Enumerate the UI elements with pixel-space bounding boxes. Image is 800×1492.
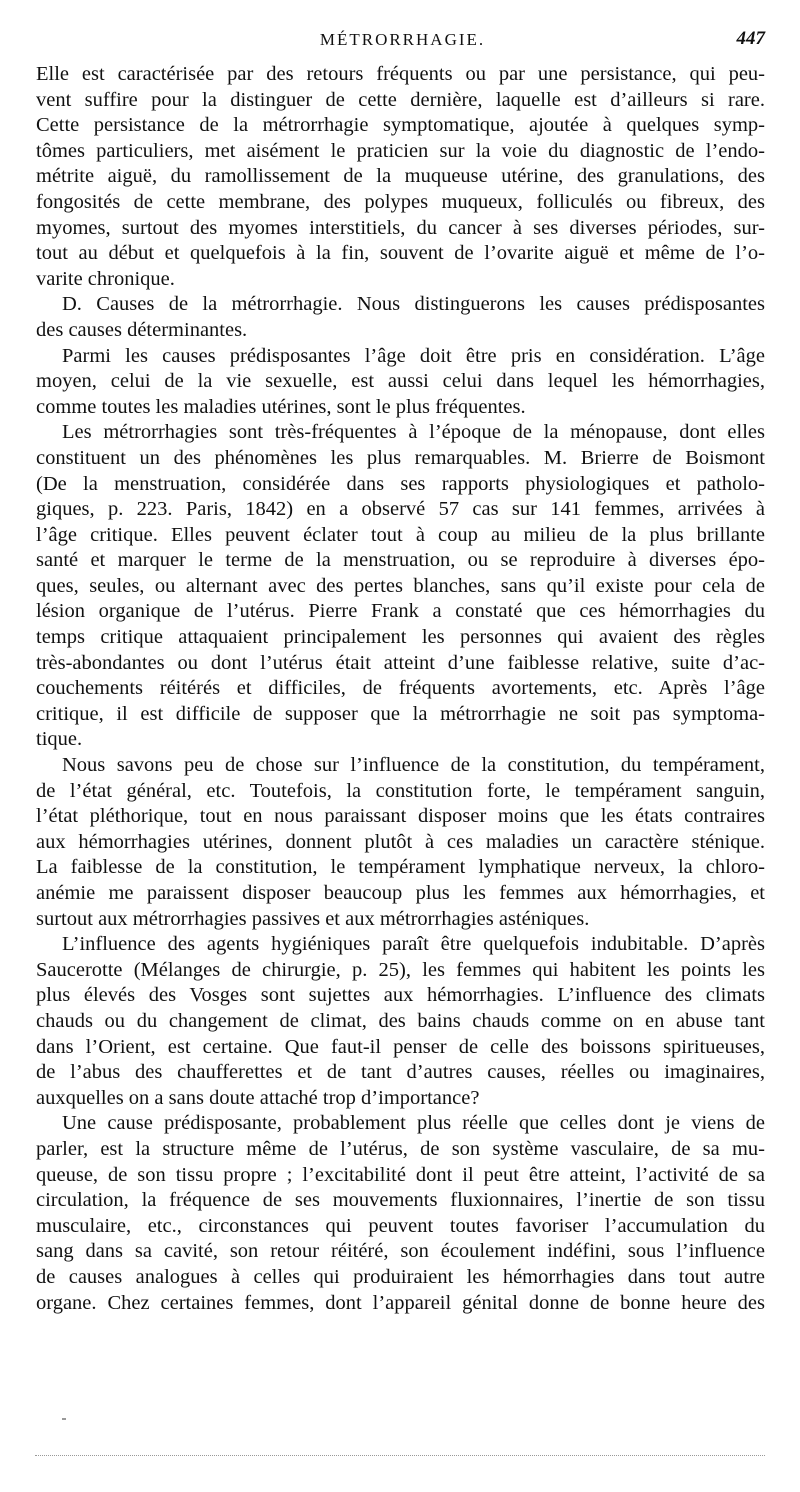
text-line: lésion organique de l’utérus. Pierre Frank a constaté que ces hémorrhagies du xyxy=(36,600,765,623)
text-line: santé et marquer le terme de la menstruation, ou se reproduire à diverses épo- xyxy=(36,549,765,572)
text-line: vent suffire pour la distinguer de cette dernière, laquelle est d’ailleurs si rare. xyxy=(36,88,765,111)
paragraph xyxy=(36,292,765,343)
text-line: D. Causes de la métrorrhagie. Nous distinguerons les causes prédisposantes xyxy=(62,293,765,316)
paragraph xyxy=(36,62,765,292)
text-line: tique. xyxy=(36,728,83,751)
paragraph xyxy=(36,344,765,421)
text-line: l’état pléthorique, tout en nous paraissant disposer moins que les états contraires xyxy=(36,805,765,828)
text-line: giques, p. 223. Paris, 1842) en a observé 57 cas sur 141 femmes, arrivées à xyxy=(36,498,765,521)
text-line: temps critique attaquaient principalement les personnes qui avaient des règles xyxy=(36,626,765,649)
text-line: anémie me paraissent disposer beaucoup plus les femmes aux hémorrhagies, et xyxy=(36,882,765,904)
text-line: La faiblesse de la constitution, le tempérament lymphatique nerveux, la chloro- xyxy=(36,856,765,879)
text-line: Elle est caractérisée par des retours fréquents ou par une persistance, qui peu- xyxy=(36,63,765,85)
text-line: très-abondantes ou dont l’utérus était atteint d’une faiblesse relative, suite d’ac- xyxy=(36,651,765,674)
text-line: sang dans sa cavité, son retour réitéré, son écoulement indéfini, sous l’influence xyxy=(36,1240,765,1263)
page-number: 447 xyxy=(736,28,765,49)
text-line: critique, il est difficile de supposer que la métrorrhagie ne soit pas symptoma- xyxy=(36,702,765,725)
text-line: organe. Chez certaines femmes, dont l’appareil génital donne de bonne heure des xyxy=(36,1291,765,1314)
text-line: musculaire, etc., circonstances qui peuvent toutes favoriser l’accumulation du xyxy=(36,1214,765,1237)
text-line: surtout aux métrorrhagies passives et aux métrorrhagies asténiques. xyxy=(36,907,590,930)
text-line: dans l’Orient, est certaine. Que faut-il penser de celle des boissons spiritueuses, xyxy=(36,1035,765,1058)
text-line: de l’état général, etc. Toutefois, la constitution forte, le tempérament sanguin, xyxy=(36,779,765,802)
text-line: aux hémorrhagies utérines, donnent plutôt à ces maladies un caractère sténique. xyxy=(36,830,765,853)
paragraph xyxy=(36,420,765,753)
text-line: tout au début et quelquefois à la fin, souvent de l’ovarite aiguë et même de l’o- xyxy=(36,242,765,265)
running-title: MÉTRORRHAGIE. xyxy=(319,30,486,49)
text-line: métrite aiguë, du ramollissement de la muqueuse utérine, des granulations, des xyxy=(36,165,765,188)
print-speck xyxy=(62,1418,66,1420)
paragraph xyxy=(36,753,765,932)
text-line: L’influence des agents hygiéniques paraît être quelquefois indubitable. D’après xyxy=(62,933,765,956)
paragraph xyxy=(36,932,765,1111)
text-line: Parmi les causes prédisposantes l’âge doit être pris en considération. L’âge xyxy=(62,344,765,367)
text-line: chauds ou du changement de climat, des bains chauds comme on en abuse tant xyxy=(36,1009,765,1032)
text-line: fongosités de cette membrane, des polypes muqueux, folliculés ou fibreux, des xyxy=(36,190,765,213)
text-line: plus élevés des Vosges sont sujettes aux hémorrhagies. L’influence des climats xyxy=(36,984,765,1007)
text-line: comme toutes les maladies utérines, sont le plus fréquentes. xyxy=(36,395,526,418)
text-line: circulation, la fréquence de ses mouvements fluxionnaires, l’inertie de son tissu xyxy=(36,1189,765,1212)
text-line: Saucerotte (Mélanges de chirurgie, p. 25), les femmes qui habitent les points les xyxy=(36,958,765,981)
text-line: de l’abus des chaufferettes et de tant d’autres causes, réelles ou imaginaires, xyxy=(36,1061,765,1084)
text-line: des causes déterminantes. xyxy=(36,318,248,341)
text-line: constituent un des phénomènes les plus remarquables. M. Brierre de Boismont xyxy=(36,446,765,469)
text-line: varite chronique. xyxy=(36,267,175,290)
page-header xyxy=(35,30,770,60)
text-line: parler, est la structure même de l’utérus, de son système vasculaire, de sa mu- xyxy=(36,1137,765,1160)
text-line: moyen, celui de la vie sexuelle, est aussi celui dans lequel les hémorrhagies, xyxy=(36,370,765,393)
footer-dotted-rule xyxy=(35,1455,765,1456)
text-line: couchements réitérés et difficiles, de fréquents avortements, etc. Après l’âge xyxy=(36,677,765,700)
text-line: de causes analogues à celles qui produiraient les hémorrhagies dans tout autre xyxy=(36,1265,765,1288)
text-line: auxquelles on a sans doute attaché trop d’importance? xyxy=(36,1086,480,1109)
text-line: Les métrorrhagies sont très-fréquentes à l’époque de la ménopause, dont elles xyxy=(62,421,765,444)
text-line: tômes particuliers, met aisément le praticien sur la voie du diagnostic de l’endo- xyxy=(36,139,765,162)
text-line: Cette persistance de la métrorrhagie symptomatique, ajoutée à quelques symp- xyxy=(36,114,765,137)
text-line: Une cause prédisposante, probablement plus réelle que celles dont je viens de xyxy=(62,1112,765,1135)
text-line: l’âge critique. Elles peuvent éclater tout à coup au milieu de la plus brillante xyxy=(36,523,765,546)
text-line: queuse, de son tissu propre ; l’excitabilité dont il peut être atteint, l’activité de sa xyxy=(36,1163,765,1186)
text-line: Nous savons peu de chose sur l’influence de la constitution, du tempérament, xyxy=(62,754,765,777)
paragraph xyxy=(36,1111,765,1316)
text-line: ques, seules, ou alternant avec des pertes blanches, sans qu’il existe pour cela de xyxy=(36,574,765,597)
text-line: myomes, surtout des myomes interstitiels, du cancer à ses diverses périodes, sur- xyxy=(36,216,765,239)
body-text xyxy=(36,62,765,1316)
text-line: (De la menstruation, considérée dans ses rapports physiologiques et patholo- xyxy=(36,472,765,495)
